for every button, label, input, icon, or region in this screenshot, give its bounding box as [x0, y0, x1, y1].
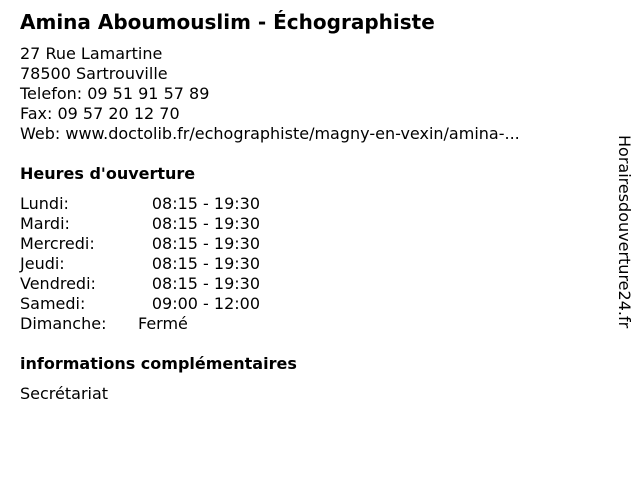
hours-row-monday	[20, 194, 260, 214]
time-value: Fermé	[138, 314, 188, 333]
additional-info-text: Secrétariat	[20, 384, 109, 403]
opening-hours-table	[20, 194, 260, 334]
page-title: Amina Aboumouslim - Échographiste	[20, 10, 435, 34]
day-label: Vendredi:	[20, 274, 96, 293]
day-label: Lundi:	[20, 194, 69, 213]
day-label: Dimanche:	[20, 314, 107, 333]
day-label: Mercredi:	[20, 234, 95, 253]
hours-row-sunday	[20, 314, 260, 334]
day-label: Samedi:	[20, 294, 86, 313]
time-value: 08:15 - 19:30	[151, 194, 260, 213]
day-label: Mardi:	[20, 214, 70, 233]
hours-row-thursday	[20, 254, 260, 274]
contact-details	[20, 44, 520, 144]
hours-row-saturday	[20, 294, 260, 314]
website: Web: www.doctolib.fr/echographiste/magny-en-vexin/amina-...	[20, 124, 520, 143]
additional-info-heading: informations complémentaires	[20, 354, 297, 373]
hours-row-tuesday	[20, 214, 260, 234]
time-value: 08:15 - 19:30	[151, 234, 260, 253]
opening-hours-heading: Heures d'ouverture	[20, 164, 196, 183]
time-value: 08:15 - 19:30	[151, 274, 260, 293]
day-label: Jeudi:	[20, 254, 65, 273]
time-value: 08:15 - 19:30	[151, 214, 260, 233]
hours-row-friday	[20, 274, 260, 294]
address-street: 27 Rue Lamartine	[20, 44, 163, 63]
site-watermark: Horairesdouverture24.fr	[615, 135, 634, 329]
phone-number: Telefon: 09 51 91 57 89	[20, 84, 210, 103]
time-value: 08:15 - 19:30	[151, 254, 260, 273]
fax-number: Fax: 09 57 20 12 70	[20, 104, 180, 123]
address-city: 78500 Sartrouville	[20, 64, 168, 83]
hours-row-wednesday	[20, 234, 260, 254]
time-value: 09:00 - 12:00	[151, 294, 260, 313]
